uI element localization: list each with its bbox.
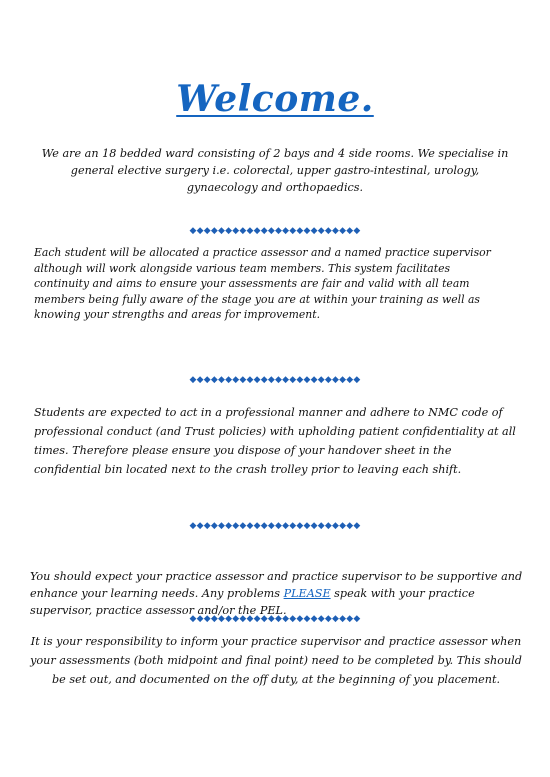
allocation-paragraph: Each student will be allocated a practice assessor and a named practice supervisor although will work alongside various team members. This system facilitates continuity and aims to ensure your assessments are fair and valid with all team members being fully aware of the stage you are at within your training as well as knowing your strengths and areas for improvement. bbox=[34, 246, 491, 321]
responsibility-paragraph: It is your responsibility to inform your practice supervisor and practice assessor when your assessments (both midpoint and final point) need to be completed by. This should be set out, and documented on the off duty, at the beginning of you placement. bbox=[30, 635, 522, 686]
diamond-divider: ◆◆◆◆◆◆◆◆◆◆◆◆◆◆◆◆◆◆◆◆◆◆◆◆ bbox=[189, 375, 361, 385]
support-text-after: speak with your practice supervisor, practice assessor and/or the PEL. bbox=[30, 587, 475, 617]
diamond-divider: ◆◆◆◆◆◆◆◆◆◆◆◆◆◆◆◆◆◆◆◆◆◆◆◆ bbox=[189, 614, 361, 624]
page-title: Welcome. bbox=[176, 78, 374, 120]
please-emphasis: PLEASE bbox=[283, 587, 331, 600]
diamond-divider: ◆◆◆◆◆◆◆◆◆◆◆◆◆◆◆◆◆◆◆◆◆◆◆◆ bbox=[189, 226, 361, 236]
diamond-divider: ◆◆◆◆◆◆◆◆◆◆◆◆◆◆◆◆◆◆◆◆◆◆◆◆ bbox=[189, 521, 361, 531]
ward-intro-paragraph: We are an 18 bedded ward consisting of 2 bays and 4 side rooms. We specialise in general elective surgery i.e. colorectal, upper gastro-intestinal, urology, gynaecology and orthopaedics. bbox=[41, 147, 509, 194]
support-text-before: You should expect your practice assessor and practice supervisor to be supportive and enhance your learning needs. Any problems bbox=[30, 570, 523, 600]
professional-conduct-paragraph: Students are expected to act in a professional manner and adhere to NMC code of professional conduct (and Trust policies) with upholding patient confidentiality at all times. Therefore please ensure you dispose of your handover sheet in the confidential bin located next to the crash trolley prior to leaving each shift. bbox=[34, 406, 516, 476]
support-paragraph bbox=[30, 568, 530, 619]
